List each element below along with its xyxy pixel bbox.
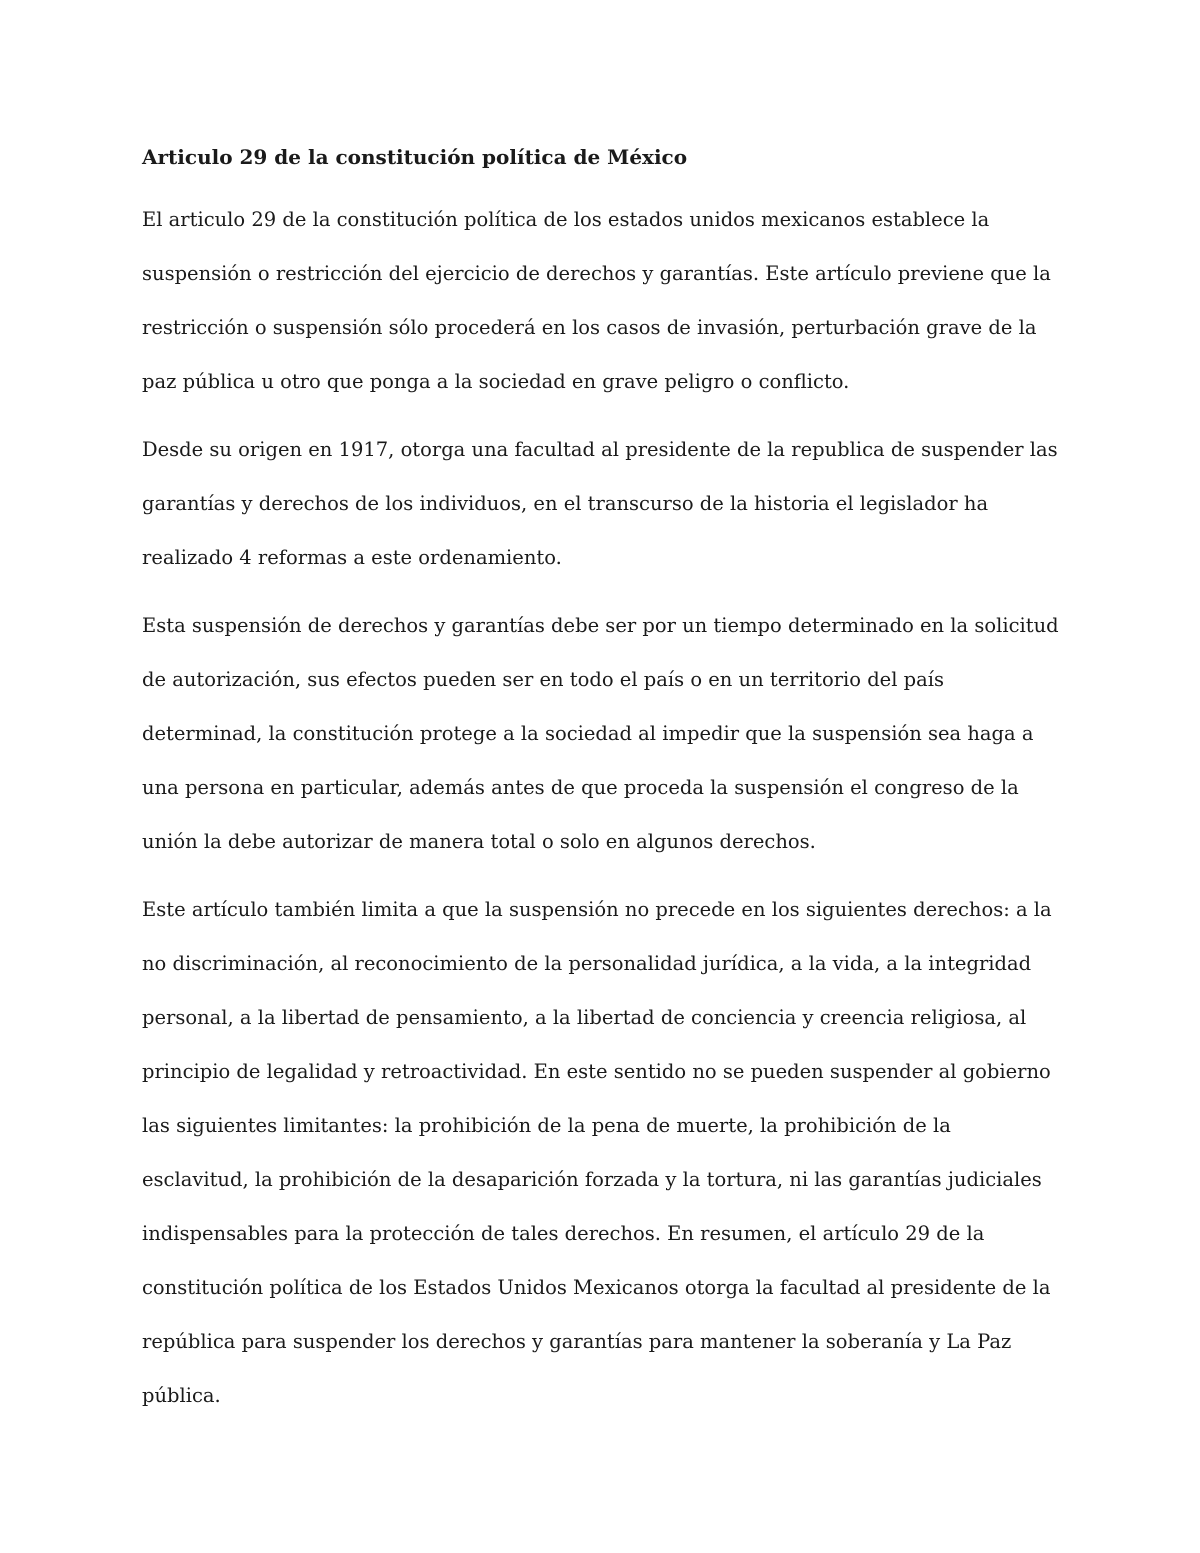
paragraph-limits-summary: Este artículo también limita a que la suspensión no precede en los siguientes derechos: a la no discriminación, al reconocimiento de la personalidad jurídica, a la vida, a la integridad personal, a la libertad de pensamiento, a la libertad de conciencia y creencia religiosa, al principio de legalidad y retroactividad. En este sentido no se pueden suspender al gobierno las siguientes limitantes: la prohibición de la pena de muerte, la prohibición de la esclavitud, la prohibición de la desaparición forzada y la tortura, ni las garantías judiciales indispensables para la protección de tales derechos. En resumen, el artículo 29 de la constitución política de los Estados Unidos Mexicanos otorga la facultad al presidente de la república para suspender los derechos y garantías para mantener la soberanía y La Paz pública. bbox=[142, 898, 1052, 1407]
paragraph-suspension-overview: El articulo 29 de la constitución política de los estados unidos mexicanos establece la suspensión o restricción del ejercicio de derechos y garantías. Este artículo previene que la restricción o suspensión sólo procederá en los casos de invasión, perturbación grave de la paz pública u otro que ponga a la sociedad en grave peligro o conflicto. bbox=[142, 208, 1051, 393]
document-body bbox=[142, 138, 1060, 1423]
paragraph-history: Desde su origen en 1917, otorga una facultad al presidente de la republica de suspender las garantías y derechos de los individuos, en el transcurso de la historia el legislador ha realizado 4 reformas a este ordenamiento. bbox=[142, 438, 1058, 569]
paragraph-scope: Esta suspensión de derechos y garantías debe ser por un tiempo determinado en la solicitud de autorización, sus efectos pueden ser en todo el país o en un territorio del país determinad, la constitución protege a la sociedad al impedir que la suspensión sea haga a una persona en particular, además antes de que proceda la suspensión el congreso de la unión la debe autorizar de manera total o solo en algunos derechos. bbox=[142, 614, 1059, 853]
document-title: Articulo 29 de la constitución política de México bbox=[142, 145, 688, 169]
